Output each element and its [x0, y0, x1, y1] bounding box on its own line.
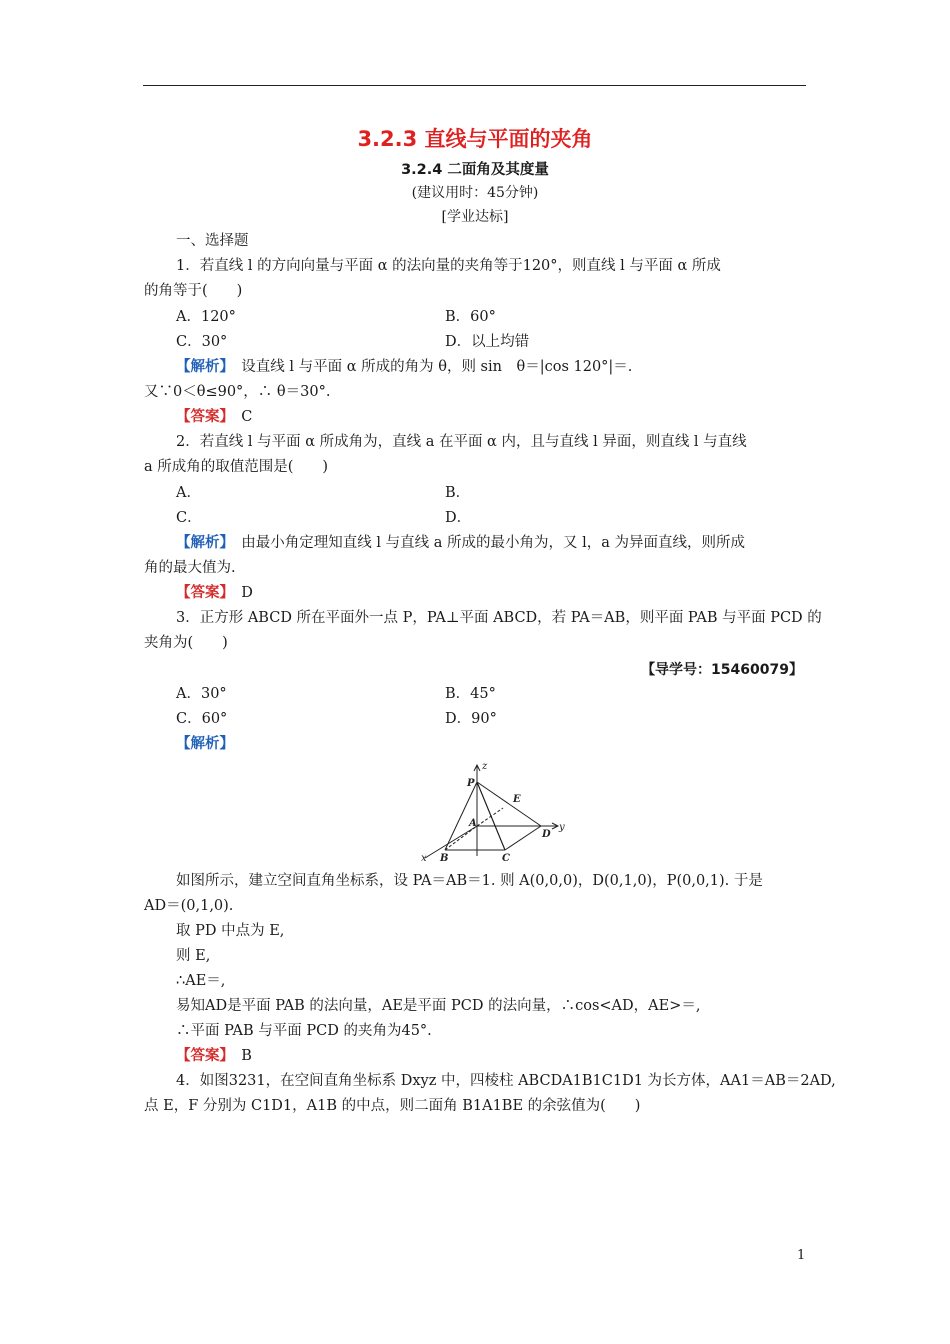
label-z: z — [482, 761, 488, 772]
q2-analysis — [176, 533, 839, 553]
q3-stem-1: 3．正方形 ABCD 所在平面外一点 P，PA⊥平面 ABCD，若 PA＝AB，则平面 PAB 与平面 PCD 的 — [176, 610, 822, 626]
q1-stem-1: 1．若直线 l 的方向向量与平面 α 的法向量的夹角等于120°，则直线 l 与平面 α 所成 — [176, 258, 721, 274]
header-rule — [143, 85, 806, 86]
q3-option-a: A．30° — [176, 686, 227, 702]
q1-options-row-2 — [176, 332, 839, 352]
analysis-label: 【解析】 — [176, 736, 234, 752]
label-e: E — [513, 794, 521, 805]
q3-solution-7: ∴平面 PAB 与平面 PCD 的夹角为45°. — [176, 1023, 432, 1039]
q4-stem-1: 4．如图3231，在空间直角坐标系 Dxyz 中，四棱柱 ABCDA1B1C1D1 为长方体，AA1＝AB＝2AD, — [176, 1073, 836, 1089]
q3-solution-2: AD＝(0,1,0). — [144, 898, 234, 914]
guide-number: 【导学号：15460079】 — [641, 662, 803, 678]
q3-answer — [176, 1046, 839, 1066]
q1-options-row-1 — [176, 307, 839, 327]
q3-option-d: D．90° — [445, 711, 497, 727]
answer-label: 【答案】 — [176, 585, 227, 601]
q1-answer — [176, 407, 839, 427]
page-subtitle: 3.2.4 二面角及其度量 — [401, 162, 549, 178]
q2-option-d: D． — [445, 510, 472, 526]
edge-cd — [505, 826, 541, 850]
q2-analysis-2: 角的最大值为. — [144, 560, 236, 576]
analysis-label: 【解析】 — [176, 359, 227, 375]
q3-stem-2: 夹角为( ) — [144, 635, 228, 651]
q3-solution-1: 如图所示，建立空间直角坐标系，设 PA＝AB＝1. 则 A(0,0,0)，D(0,1,0)，P(0,0,1). 于是 — [176, 873, 763, 889]
q1-option-a: A．120° — [176, 309, 236, 325]
q1-option-c: C．30° — [176, 334, 228, 350]
q2-option-a: A． — [176, 485, 201, 501]
q2-stem-1: 2．若直线 l 与平面 α 所成角为，直线 a 在平面 α 内，且与直线 l 异面，则直线 l 与直线 — [176, 434, 747, 450]
label-c: C — [502, 853, 510, 864]
label-x: x — [421, 853, 427, 864]
q2-stem-2: a 所成角的取值范围是( ) — [144, 459, 329, 475]
q1-answer-text: C — [226, 409, 253, 425]
q3-answer-text: B — [226, 1048, 252, 1064]
q3-solution-5: ∴AE＝, — [176, 973, 226, 989]
q2-answer — [176, 583, 839, 603]
label-p: P — [467, 778, 475, 789]
q1-analysis-text: 设直线 l 与平面 α 所成的角为 θ，则 sin θ＝|cos 120°|＝. — [226, 359, 633, 375]
q1-option-d: D．以上均错 — [445, 334, 530, 350]
q3-options-row-2 — [176, 709, 839, 729]
q3-option-c: C．60° — [176, 711, 228, 727]
q4-stem-2: 点 E，F 分别为 C1D1，A1B 的中点，则二面角 B1A1BE 的余弦值为( ) — [144, 1098, 641, 1114]
answer-label: 【答案】 — [176, 409, 227, 425]
section-heading: 一、选择题 — [176, 233, 249, 249]
q3-solution-4: 则 E, — [176, 948, 211, 964]
page-number: 1 — [797, 1248, 806, 1263]
q3-solution-6: 易知AD是平面 PAB 的法向量，AE是平面 PCD 的法向量，∴cos<AD，AE>＝, — [176, 998, 701, 1014]
q1-analysis — [176, 357, 839, 377]
time-hint: (建议用时：45分钟) — [411, 185, 539, 201]
section-tag: [学业达标] — [441, 209, 509, 225]
q2-options-row-2 — [176, 508, 839, 528]
segment-ae — [477, 808, 503, 826]
q1-option-b: B．60° — [445, 309, 496, 325]
analysis-label: 【解析】 — [176, 535, 227, 551]
q3-analysis — [176, 734, 839, 754]
q1-stem-2: 的角等于( ) — [144, 283, 243, 299]
label-y: y — [559, 822, 565, 833]
pyramid-figure — [415, 760, 575, 865]
page-title: 3.2.3 直线与平面的夹角 — [357, 127, 593, 151]
answer-label: 【答案】 — [176, 1048, 227, 1064]
label-a: A — [469, 818, 477, 829]
q2-answer-text: D — [226, 585, 253, 601]
label-d: D — [542, 829, 551, 840]
q2-option-c: C． — [176, 510, 202, 526]
q2-analysis-text: 由最小角定理知直线 l 与直线 a 所成的最小角为，又 l，a 为异面直线，则所成 — [226, 535, 745, 551]
q3-solution-3: 取 PD 中点为 E, — [176, 923, 285, 939]
q2-options-row-1 — [176, 483, 839, 503]
edge-pb — [445, 782, 477, 850]
q3-options-row-1 — [176, 684, 839, 704]
label-b: B — [440, 853, 449, 864]
q3-option-b: B．45° — [445, 686, 496, 702]
q2-option-b: B． — [445, 485, 471, 501]
x-axis — [425, 826, 477, 858]
q1-analysis-2: 又∵0＜θ≤90°，∴ θ＝30°. — [144, 384, 331, 400]
